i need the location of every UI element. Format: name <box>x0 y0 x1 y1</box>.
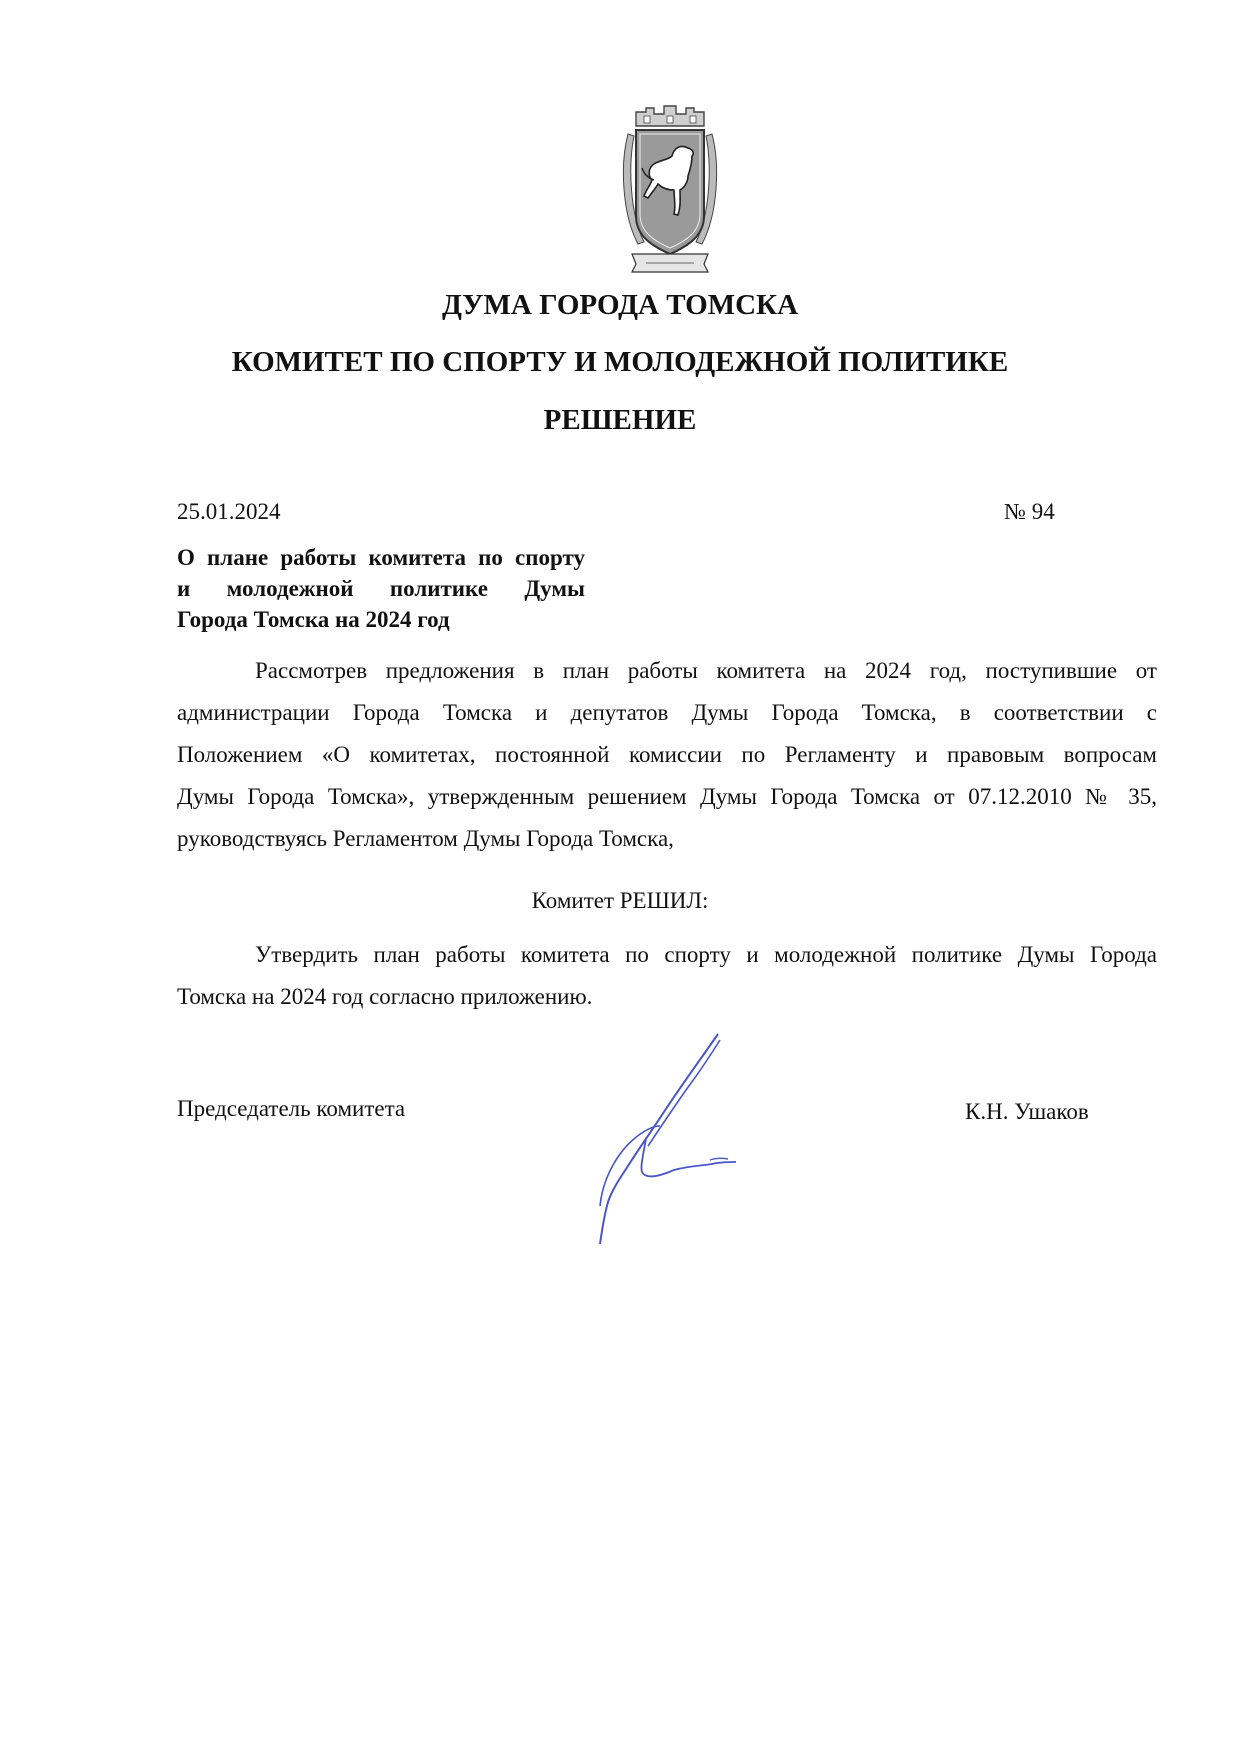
preamble-line: Положением «О комитетах, постоянной комиссии по Регламенту и правовым вопросам <box>177 742 1157 767</box>
signatory-position: Председатель комитета <box>177 1096 406 1121</box>
subject-line: Города Томска на 2024 год <box>177 607 450 632</box>
resolution-paragraph <box>177 934 1157 1018</box>
signatory-name: К.Н. Ушаков <box>965 1099 1089 1124</box>
document-subject <box>177 542 585 635</box>
resolution-line: Томска на 2024 год согласно приложению. <box>177 984 593 1009</box>
document-date: 25.01.2024 <box>177 499 281 524</box>
preamble-line: руководствуясь Регламентом Думы Города Томска, <box>177 826 674 851</box>
preamble-line: Думы Города Томска», утвержденным решением Думы Города Томска от 07.12.2010 № 35, <box>177 784 1157 809</box>
tomsk-coat-of-arms-emblem <box>618 104 722 276</box>
subject-line: О плане работы комитета по спорту <box>177 545 585 570</box>
handwritten-signature <box>560 1030 760 1250</box>
organization-title: ДУМА ГОРОДА ТОМСКА <box>441 289 799 321</box>
preamble-line: администрации Города Томска и депутатов Думы Города Томска, в соответствии с <box>177 700 1157 725</box>
committee-title: КОМИТЕТ ПО СПОРТУ И МОЛОДЕЖНОЙ ПОЛИТИКЕ <box>231 346 1009 378</box>
resolution-line: Утвердить план работы комитета по спорту и молодежной политике Думы Города <box>255 942 1157 967</box>
preamble-line: Рассмотрев предложения в план работы комитета на 2024 год, поступившие от <box>255 658 1157 683</box>
resolved-label: Комитет РЕШИЛ: <box>531 888 709 913</box>
subject-line: и молодежной политике Думы <box>177 576 585 601</box>
preamble-paragraph <box>177 650 1157 860</box>
document-type-title: РЕШЕНИЕ <box>543 404 697 436</box>
document-number: № 94 <box>1004 499 1055 524</box>
